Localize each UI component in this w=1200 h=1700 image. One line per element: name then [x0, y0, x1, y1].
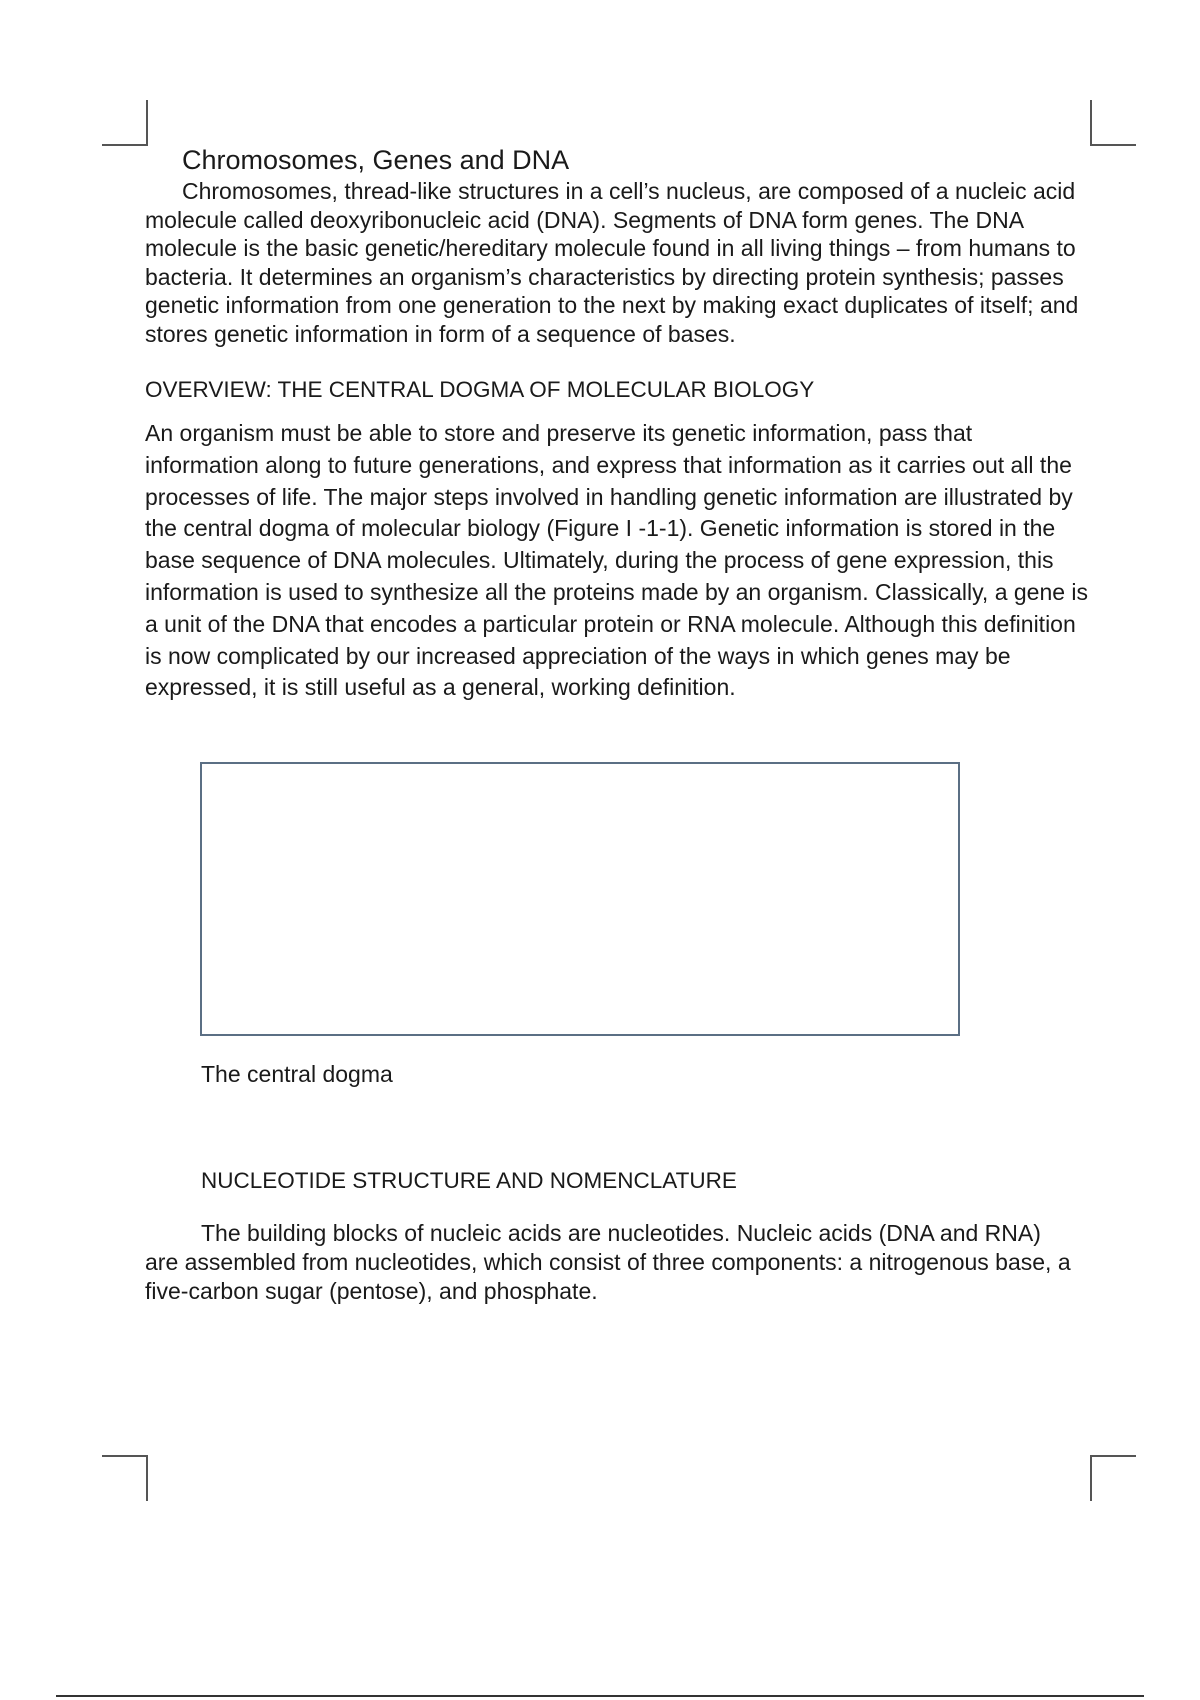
nucleotide-heading: NUCLEOTIDE STRUCTURE AND NOMENCLATURE	[201, 1168, 737, 1193]
page-title: Chromosomes, Genes and DNA	[182, 145, 570, 175]
nucleotide-paragraph: The building blocks of nucleic acids are nucleotides. Nucleic acids (DNA and RNA) are assembled from nucleotides, which consist of three components: a nitrogenous base, a five-carbon sugar (pentose), and phosphate.	[145, 1220, 1071, 1304]
figure-caption: The central dogma	[201, 1061, 393, 1087]
intro-paragraph: Chromosomes, thread-like structures in a cell’s nucleus, are composed of a nucleic acid molecule called deoxyribonucleic acid (DNA). Segments of DNA form genes. The DNA molecule is the basic genetic/hereditary molecule found in all living things – from humans to bacteria. It determines an organism’s characteristics by directing protein synthesis; passes genetic information from one generation to the next by making exact duplicates of itself; and stores genetic information in form of a sequence of bases.	[145, 178, 1079, 347]
page-bottom-rule	[56, 1695, 1144, 1697]
overview-paragraph: An organism must be able to store and preserve its genetic information, pass that information along to future generations, and express that information as it carries out all the processes of life. The major steps involved in handling genetic information are illustrated by the central dogma of molecular biology (Figure I -1-1). Genetic information is stored in the base sequence of DNA molecules. Ultimately, during the process of gene expression, this information is used to synthesize all the proteins made by an organism. Classically, a gene is a unit of the DNA that encodes a particular protein or RNA molecule. Although this definition is now complicated by our increased appreciation of the ways in which genes may be expressed, it is still useful as a general, working definition.	[145, 420, 1089, 701]
overview-heading: OVERVIEW: THE CENTRAL DOGMA OF MOLECULAR BIOLOGY	[145, 377, 815, 402]
figure-placeholder	[200, 762, 960, 1036]
crop-mark-top-left	[102, 100, 148, 146]
crop-mark-top-right	[1090, 100, 1136, 146]
crop-mark-bottom-left	[102, 1455, 148, 1501]
crop-mark-bottom-right	[1090, 1455, 1136, 1501]
